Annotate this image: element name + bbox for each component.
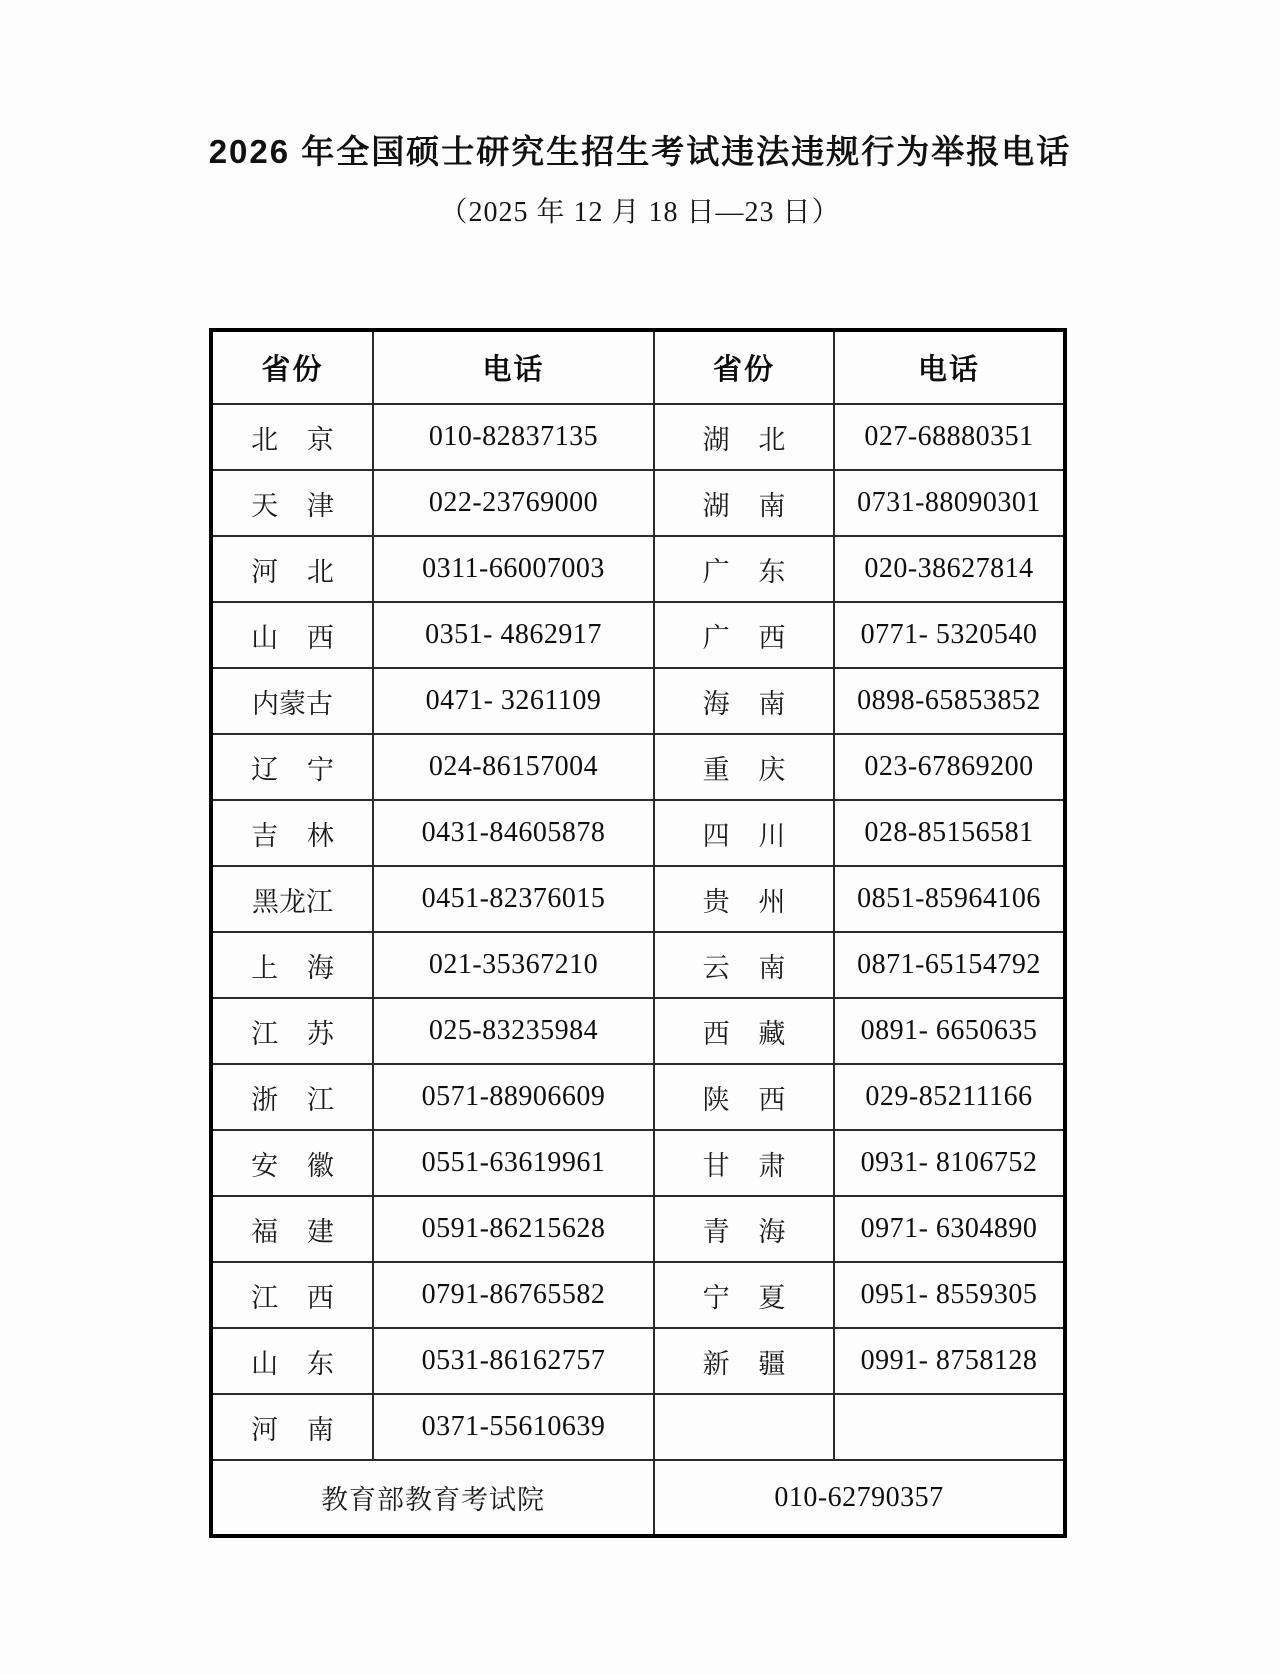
table-row [211,998,1065,1064]
table-header-row [211,330,1065,404]
province-cell: 辽 宁 [211,734,373,800]
phone-cell: 0951- 8559305 [834,1262,1065,1328]
province-cell: 广 西 [654,602,834,668]
report-phone-table [209,328,1067,1538]
phone-cell: 0351- 4862917 [373,602,654,668]
column-header: 电话 [373,330,654,404]
table-row [211,1196,1065,1262]
phone-cell: 0971- 6304890 [834,1196,1065,1262]
province-cell: 贵 州 [654,866,834,932]
table-row [211,1262,1065,1328]
province-cell: 广 东 [654,536,834,602]
table-row [211,866,1065,932]
province-cell: 天 津 [211,470,373,536]
phone-cell: 022-23769000 [373,470,654,536]
province-cell: 海 南 [654,668,834,734]
table-row [211,602,1065,668]
phone-cell: 020-38627814 [834,536,1065,602]
document-subtitle: （2025 年 12 月 18 日—23 日） [439,197,841,228]
table-row [211,1130,1065,1196]
table-row [211,1328,1065,1394]
province-cell: 宁 夏 [654,1262,834,1328]
table-row [211,800,1065,866]
province-cell: 甘 肃 [654,1130,834,1196]
phone-cell: 0991- 8758128 [834,1328,1065,1394]
phone-cell: 0431-84605878 [373,800,654,866]
province-cell: 江 苏 [211,998,373,1064]
province-cell: 西 藏 [654,998,834,1064]
phone-cell: 0851-85964106 [834,866,1065,932]
phone-cell: 0871-65154792 [834,932,1065,998]
table-row [211,1064,1065,1130]
province-cell: 重 庆 [654,734,834,800]
province-cell: 吉 林 [211,800,373,866]
table-row [211,470,1065,536]
phone-cell: 0731-88090301 [834,470,1065,536]
phone-cell: 0571-88906609 [373,1064,654,1130]
table-row [211,932,1065,998]
table-row [211,536,1065,602]
province-cell: 云 南 [654,932,834,998]
province-cell: 湖 北 [654,404,834,470]
province-cell [654,1394,834,1460]
phone-cell: 0791-86765582 [373,1262,654,1328]
phone-cell: 0311-66007003 [373,536,654,602]
province-cell: 河 南 [211,1394,373,1460]
table-row [211,404,1065,470]
phone-cell: 0371-55610639 [373,1394,654,1460]
province-cell: 黑龙江 [211,866,373,932]
phone-cell: 025-83235984 [373,998,654,1064]
phone-cell: 0898-65853852 [834,668,1065,734]
table-body [211,404,1065,1460]
phone-cell: 021-35367210 [373,932,654,998]
phone-cell: 0591-86215628 [373,1196,654,1262]
province-cell: 北 京 [211,404,373,470]
phone-cell: 010-82837135 [373,404,654,470]
province-cell: 陕 西 [654,1064,834,1130]
column-header: 省份 [654,330,834,404]
province-cell: 新 疆 [654,1328,834,1394]
phone-cell: 0551-63619961 [373,1130,654,1196]
phone-cell: 027-68880351 [834,404,1065,470]
phone-cell: 0531-86162757 [373,1328,654,1394]
phone-cell: 028-85156581 [834,800,1065,866]
province-cell: 浙 江 [211,1064,373,1130]
province-cell: 山 东 [211,1328,373,1394]
province-cell: 青 海 [654,1196,834,1262]
province-cell: 福 建 [211,1196,373,1262]
phone-cell [834,1394,1065,1460]
phone-cell: 0471- 3261109 [373,668,654,734]
phone-cell: 0451-82376015 [373,866,654,932]
province-cell: 河 北 [211,536,373,602]
document-title: 2026 年全国硕士研究生招生考试违法违规行为举报电话 [208,133,1072,170]
phone-cell: 0771- 5320540 [834,602,1065,668]
province-cell: 安 徽 [211,1130,373,1196]
table-row [211,734,1065,800]
province-cell: 四 川 [654,800,834,866]
phone-cell: 0931- 8106752 [834,1130,1065,1196]
table-row [211,1394,1065,1460]
phone-cell: 029-85211166 [834,1064,1065,1130]
phone-cell: 023-67869200 [834,734,1065,800]
table-row [211,668,1065,734]
province-cell: 江 西 [211,1262,373,1328]
province-cell: 山 西 [211,602,373,668]
province-cell: 内蒙古 [211,668,373,734]
table-footer-row [211,1460,1065,1536]
footer-org-cell: 教育部教育考试院 [211,1460,654,1536]
province-cell: 上 海 [211,932,373,998]
phone-cell: 0891- 6650635 [834,998,1065,1064]
phone-cell: 024-86157004 [373,734,654,800]
province-cell: 湖 南 [654,470,834,536]
footer-phone-cell: 010-62790357 [654,1460,1065,1536]
column-header: 电话 [834,330,1065,404]
column-header: 省份 [211,330,373,404]
